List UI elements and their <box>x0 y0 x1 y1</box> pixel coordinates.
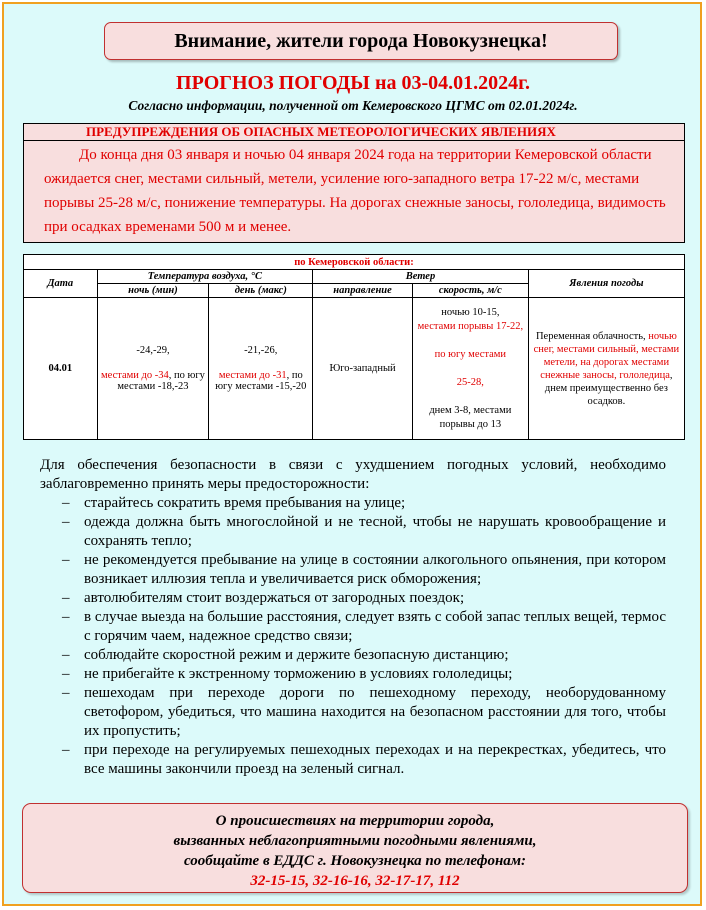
list-item <box>40 665 666 684</box>
page-title: ПРОГНОЗ ПОГОДЫ на 03-04.01.2024г. <box>176 72 530 94</box>
list-item <box>40 513 666 551</box>
advice-intro: Для обеспечения безопасности в связи с ухудшением погодных условий, необходимо заблаговременно принять меры предосторожности: <box>40 457 666 492</box>
night-main: -24,-29, <box>136 345 170 356</box>
list-dash: – <box>62 647 70 663</box>
night-red: местами до -34 <box>101 370 169 381</box>
list-item-text: не прибегайте к экстренному торможению в условиях гололедицы; <box>84 666 513 682</box>
contact-box <box>22 803 688 893</box>
header-day: день (макс) <box>209 284 313 298</box>
warning-heading: ПРЕДУПРЕЖДЕНИЯ ОБ ОПАСНЫХ МЕТЕОРОЛОГИЧЕСКИХ ЯВЛЕНИЯХ <box>24 124 684 141</box>
day-extra <box>211 370 310 392</box>
header-phenomena: Явления погоды <box>528 270 684 298</box>
speed-south-value: 25-28, <box>456 376 484 388</box>
warning-box <box>23 123 685 243</box>
list-dash: – <box>62 609 70 625</box>
speed-south: по югу местами <box>434 348 507 360</box>
cell-phenomena <box>528 298 684 440</box>
list-item-text: не рекомендуется пребывание на улице в состоянии алкогольного опьянения, при котором возникает иллюзия тепла и увеличивается риск обморожения; <box>84 552 666 587</box>
day-main: -21,-26, <box>244 345 278 356</box>
contact-line-1: О происшествиях на территории города, <box>215 813 495 829</box>
page-subtitle: Согласно информации, полученной от Кемеровского ЦГМС от 02.01.2024г. <box>128 98 578 113</box>
ph-text-1: Переменная облачность, <box>535 330 646 342</box>
list-item <box>40 646 666 665</box>
list-item-text: соблюдайте скоростной режим и держите безопасную дистанцию; <box>84 647 509 663</box>
list-item <box>40 684 666 741</box>
cell-day <box>209 298 313 440</box>
list-dash: – <box>62 552 70 568</box>
advice-list <box>40 494 666 779</box>
attention-banner: Внимание, жители города Новокузнецка! <box>104 22 618 60</box>
ph-text-red: ночью снег, местами сильный, местами метели, на дорогах местами снежные заносы, гололедица <box>533 330 680 381</box>
list-item-text: пешеходам при переходе дороги по пешеходному переходу, необорудованному светофором, убедиться, что машина находится на безопасном расстоянии для того, чтобы их пропустить; <box>84 685 666 739</box>
speed-night: ночью 10-15, <box>441 306 500 318</box>
night-extra <box>100 370 207 392</box>
advice-section <box>40 456 666 779</box>
list-item <box>40 551 666 589</box>
cell-direction: Юго-западный <box>313 298 413 440</box>
header-direction: направление <box>313 284 413 298</box>
day-red: местами до -31 <box>218 370 287 381</box>
header-night: ночь (мин) <box>97 284 209 298</box>
header-date: Дата <box>24 270 98 298</box>
list-dash: – <box>62 685 70 701</box>
table-region: по Кемеровской области: <box>24 255 685 270</box>
list-dash: – <box>62 666 70 682</box>
warning-text: До конца дня 03 января и ночью 04 января 2024 года на территории Кемеровской области ожидается снег, местами сильный, метели, усиление юго-западного ветра 17-22 м/с, местами порывы 25-28 м/с, понижение температуры. На дорогах снежные заносы, гололедица, видимость при осадках временами 500 м и менее. <box>44 147 666 235</box>
list-item-text: старайтесь сократить время пребывания на улице; <box>84 495 406 511</box>
ph-text-2: , днем преимущественно без осадков. <box>544 369 673 407</box>
list-item <box>40 741 666 779</box>
list-item-text: автолюбителям стоит воздержаться от загородных поездок; <box>84 590 465 606</box>
cell-speed <box>412 298 528 440</box>
header-speed: скорость, м/с <box>412 284 528 298</box>
list-item-text: в случае выезда на большие расстояния, следует взять с собой запас теплых вещей, термос с горячим чаем, надежное средство связи; <box>84 609 666 644</box>
forecast-table <box>23 254 685 440</box>
list-item <box>40 494 666 513</box>
list-dash: – <box>62 495 70 511</box>
speed-gusts: местами порывы 17-22, <box>417 320 524 332</box>
table-row <box>24 298 685 440</box>
contact-line-2: вызванных неблагоприятными погодными явлениями, <box>173 833 537 849</box>
speed-day: днем 3-8, местами порывы до 13 <box>429 404 512 430</box>
list-item <box>40 608 666 646</box>
list-dash: – <box>62 590 70 606</box>
contact-line-3: сообщайте в ЕДДС г. Новокузнецка по телефонам: <box>183 853 527 869</box>
list-item-text: при переходе на регулируемых пешеходных переходах и на перекрестках, убедитесь, что все машины закончили проезд на зеленый сигнал. <box>84 742 666 777</box>
list-item-text: одежда должна быть многослойной и не тесной, чтобы не нарушать кровообращение и сохранять тепло; <box>84 514 666 549</box>
day-rest: , по югу местами -15,-20 <box>215 370 307 392</box>
night-rest: , по югу местами -18,-23 <box>117 370 205 392</box>
contact-phones: 32-15-15, 32-16-16, 32-17-17, 112 <box>250 873 460 889</box>
list-dash: – <box>62 742 70 758</box>
list-item <box>40 589 666 608</box>
header-wind: Ветер <box>313 270 529 284</box>
list-dash: – <box>62 514 70 530</box>
cell-date: 04.01 <box>24 298 98 440</box>
cell-night <box>97 298 209 440</box>
header-temp: Температура воздуха, °С <box>97 270 313 284</box>
